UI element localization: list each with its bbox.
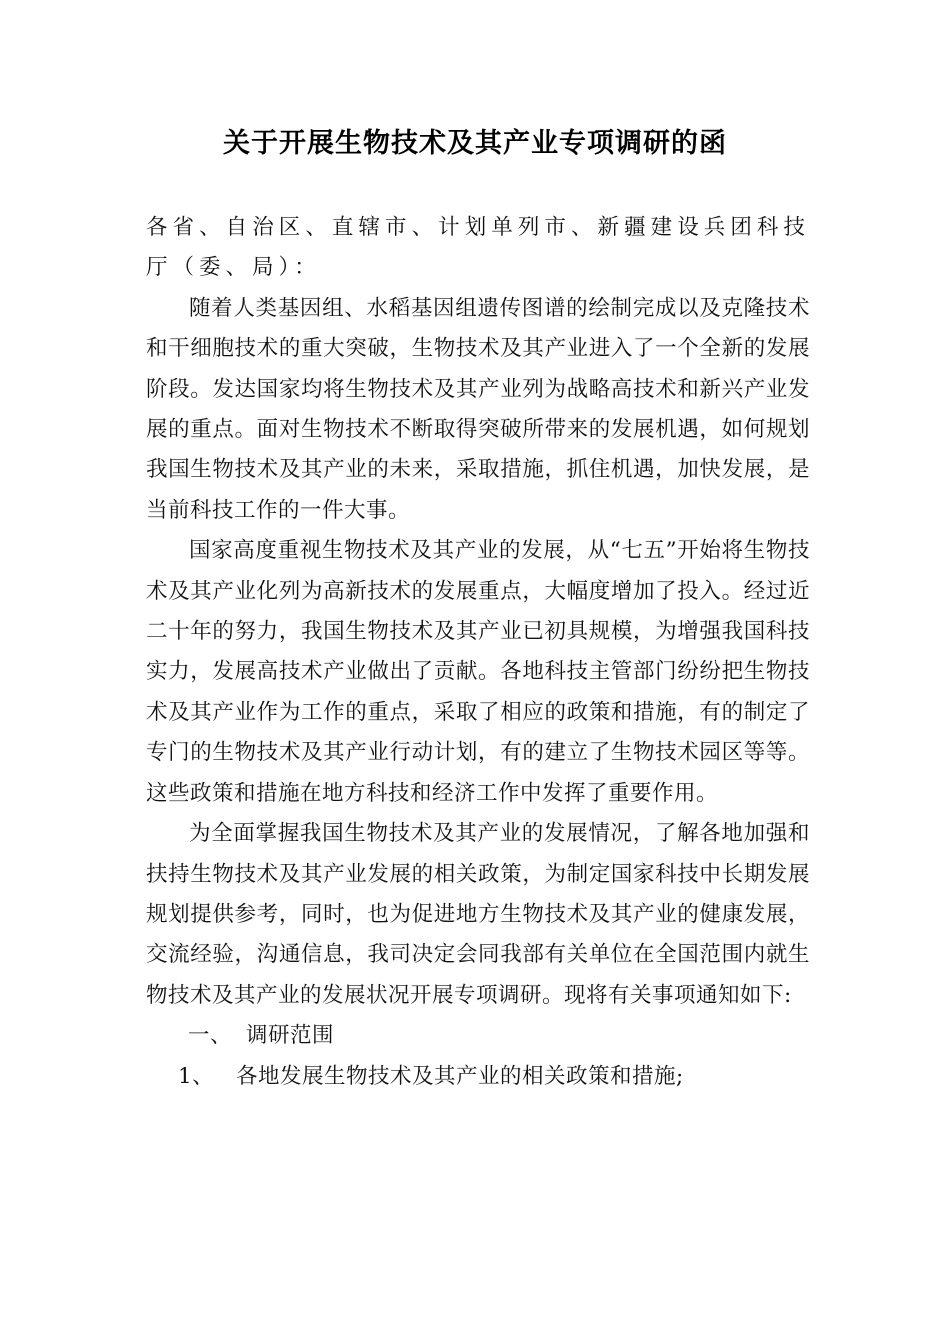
paragraph-1: 随着人类基因组、水稻基因组遗传图谱的绘制完成以及克隆技术和干细胞技术的重大突破，生物技术及其产业进入了一个全新的发展阶段。发达国家均将生物技术及其产业列为战略高技术和新兴产业发展的重点。面对生物技术不断取得突破所带来的发展机遇，如何规划我国生物技术及其产业的未来，采取措施，抓住机遇，加快发展，是当前科技工作的一件大事。 xyxy=(146,295,810,523)
document-body xyxy=(146,208,810,1097)
list-item-number: 1、 xyxy=(178,1063,215,1089)
paragraph-2: 国家高度重视生物技术及其产业的发展，从“七五”开始将生物技术及其产业化列为高新技术的发展重点，大幅度增加了投入。经过近二十年的努力，我国生物技术及其产业已初具规模，为增强我国科技实力，发展高技术产业做出了贡献。各地科技主管部门纷纷把生物技术及其产业作为工作的重点，采取了相应的政策和措施，有的制定了专门的生物技术及其产业行动计划，有的建立了生物技术园区等等。这些政策和措施在地方科技和经济工作中发挥了重要作用。 xyxy=(146,538,810,806)
salutation: 各省、自治区、直辖市、计划单列市、新疆建设兵团科技厅（委、局）： xyxy=(146,215,810,281)
list-item xyxy=(146,1057,810,1097)
paragraph-3: 为全面掌握我国生物技术及其产业的发展情况，了解各地加强和扶持生物技术及其产业发展的相关政策，为制定国家科技中长期发展规划提供参考，同时，也为促进地方生物技术及其产业的健康发展，交流经验，沟通信息，我司决定会同我部有关单位在全国范围内就生物技术及其产业的发展状况开展专项调研。现将有关事项通知如下: xyxy=(146,821,810,1008)
section-heading xyxy=(146,1016,810,1056)
document-title: 关于开展生物技术及其产业专项调研的函 xyxy=(223,128,727,159)
section-title: 调研范围 xyxy=(246,1023,335,1049)
list-item-text: 各地发展生物技术及其产业的相关政策和措施; xyxy=(236,1063,684,1089)
section-number: 一、 xyxy=(188,1023,233,1049)
